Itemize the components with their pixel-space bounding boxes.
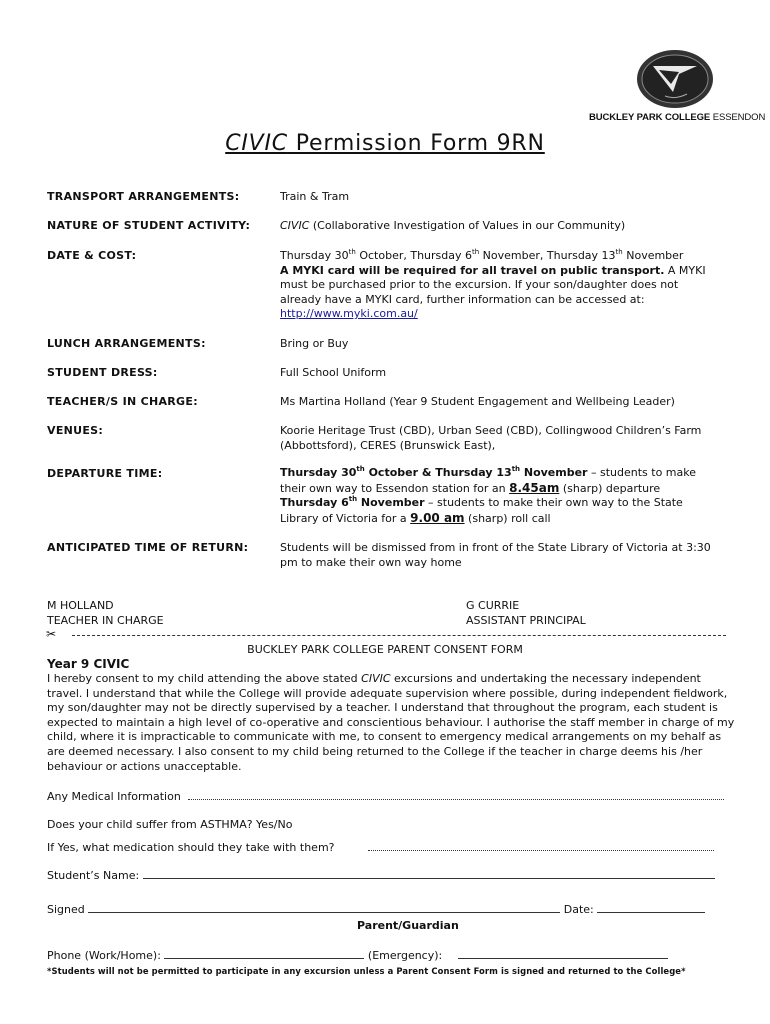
departure-value [280,466,720,526]
dep-time-1: 8.45am [509,480,560,495]
date-text-1: Thursday 30 [280,249,349,262]
nature-value [280,219,720,234]
title-rest: Permission Form 9RN [287,131,545,156]
signed-label: Signed [47,903,85,916]
scissors-icon: ✂ [46,627,57,641]
dress-label: STUDENT DRESS: [47,366,158,379]
parent-guardian-label: Parent/Guardian [357,919,459,932]
date-label: DATE & COST: [47,249,137,262]
medication-label: If Yes, what medication should they take with them? [47,841,335,854]
teacher-name: M HOLLAND [47,599,114,612]
emergency-label: (Emergency): [367,949,443,962]
consent-text-2: excursions and undertaking the necessary independent travel. I understand that while the College will provide adequate supervision where possible, during independent fieldwork, my son/daughter may not be directly supervised by a teacher. I understand that throughout the program, each student is expected to maintain a high level of co-operative and conscientious behaviour. I authorise the staff member in charge of my child, where it is impracticable to communicate with me, to consent to emergency medical arrangements on my behalf as are deemed necessary. I also consent to my child being returned to the College if the teacher in charge deems his /her behaviour or actions unacceptable. [47,672,735,773]
nature-label: NATURE OF STUDENT ACTIVITY: [47,219,251,232]
date-sup-2: th [472,248,480,256]
title-italic: CIVIC [225,131,288,156]
date-sup-1: th [348,248,356,256]
myki-text: A MYKI must be purchased prior to the excursion. If your son/daughter does not already have a MYKI card, further information can be accessed at: [280,263,706,306]
dep-text-3: – students to make their own way to the State Library of Victoria for a [280,496,683,525]
dep-sup-2: th [511,465,521,473]
dep-bold-4: Thursday 6 [280,496,349,510]
principal-name: G CURRIE [466,599,520,612]
return-value: Students will be dismissed from in front of the State Library of Victoria at 3:30 pm to make their own way home [280,541,711,569]
consent-text-1: I hereby consent to my child attending the above stated [47,672,362,685]
college-name-bold: BUCKLEY PARK COLLEGE [589,112,711,123]
nature-italic: CIVIC [280,219,310,232]
page-title [0,131,770,156]
consent-subheading: Year 9 CIVIC [47,657,130,671]
date-text-3: November, Thursday 13 [479,249,616,262]
dep-text-4: (sharp) roll call [464,511,551,525]
departure-label: DEPARTURE TIME: [47,467,163,480]
signed-row [47,902,727,918]
teachers-value: Ms Martina Holland (Year 9 Student Engagement and Wellbeing Leader) [280,395,675,408]
consent-heading: BUCKLEY PARK COLLEGE PARENT CONSENT FORM [247,643,523,656]
footnote: *Students will not be permitted to participate in any excursion unless a Parent Consent Form is signed and returned to the College* [47,966,686,976]
return-label: ANTICIPATED TIME OF RETURN: [47,541,249,554]
dep-bold-5: November [357,496,425,510]
date-sup-3: th [615,248,623,256]
teacher-role: TEACHER IN CHARGE [47,613,164,627]
student-name-row [47,868,727,884]
medical-label: Any Medical Information [47,790,181,803]
date-label-consent: Date: [563,903,594,916]
medical-row [47,789,727,805]
principal-role: ASSISTANT PRINCIPAL [466,613,586,627]
signature-field[interactable] [88,902,560,913]
dep-sup-1: th [356,465,365,473]
date-value [280,249,720,322]
dep-text-1: – students to make their own way to Essendon station for an [280,466,696,495]
dep-bold-2: October & Thursday 13 [364,466,512,479]
transport-label: TRANSPORT ARRANGEMENTS: [47,190,240,203]
dep-bold-3: November [520,466,588,479]
phone-label: Phone (Work/Home): [47,949,161,962]
medication-field[interactable] [368,840,714,851]
medication-row [47,840,727,856]
date-text-4: November [622,249,684,262]
transport-value: Train & Tram [280,190,350,203]
venues-value: Koorie Heritage Trust (CBD), Urban Seed (CBD), Collingwood Children’s Farm (Abbottsford), CERES (Brunswick East), [280,424,702,452]
college-name [589,112,765,123]
dress-value: Full School Uniform [280,366,387,379]
dep-bold-1: Thursday 30 [280,466,357,479]
date-field[interactable] [597,902,705,913]
cut-line [72,635,726,636]
dep-text-2: (sharp) departure [559,481,661,495]
student-name-field[interactable] [143,868,715,879]
teacher-signature [47,599,164,628]
principal-signature [466,599,586,628]
consent-paragraph [47,672,737,774]
college-logo-icon [635,48,715,108]
college-name-campus: ESSENDON [712,112,766,123]
lunch-label: LUNCH ARRANGEMENTS: [47,337,206,350]
myki-link[interactable]: http://www.myki.com.au/ [280,307,418,321]
lunch-value: Bring or Buy [280,337,349,350]
date-text-2: October, Thursday 6 [355,249,472,262]
consent-italic: CIVIC [361,672,391,685]
student-name-label: Student’s Name: [47,869,140,882]
asthma-question: Does your child suffer from ASTHMA? Yes/No [47,818,293,831]
emergency-field[interactable] [458,948,668,959]
dep-time-2: 9.00 am [410,510,465,525]
phone-field[interactable] [164,948,364,959]
medical-field[interactable] [188,789,724,800]
dep-sup-3: th [348,495,358,504]
nature-text: (Collaborative Investigation of Values in our Community) [309,219,626,232]
myki-bold: A MYKI card will be required for all travel on public transport. [280,263,665,277]
phone-row [47,948,727,964]
teachers-label: TEACHER/S IN CHARGE: [47,395,198,408]
venues-label: VENUES: [47,424,104,437]
